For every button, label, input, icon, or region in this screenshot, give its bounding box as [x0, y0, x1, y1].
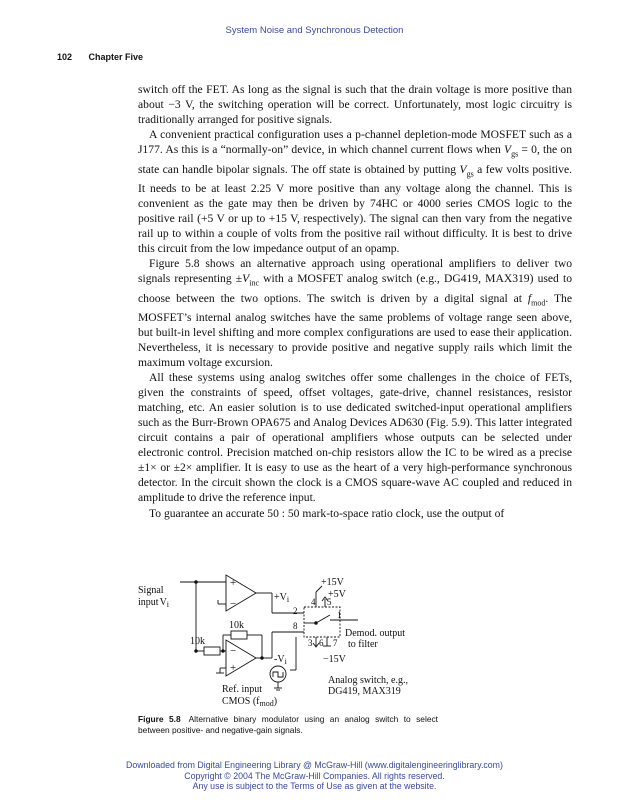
page-number: 102 [57, 52, 73, 62]
paragraph-1: switch off the FET. As long as the signal is such that the drain voltage is more positive than about −3 V, the switching operation will be correct. Unfortunately, most logic circuitry is traditionally arranged for positive signals. [138, 83, 572, 127]
label-r-input: 10k [190, 636, 205, 647]
label-minus-vi: $-V_i$ [274, 654, 287, 666]
circuit-diagram [138, 570, 438, 712]
label-ref-2: CMOS $(f_{mod})$ [222, 696, 278, 708]
caption-text: Alternative binary modulator using an analog switch to select between positive- and negative-gain signals. [138, 714, 438, 735]
label-signal: Signal [138, 585, 164, 596]
label-input: inputV$_i$ [138, 597, 170, 609]
label-ref-1: Ref. input [222, 684, 262, 695]
figure-caption [138, 714, 438, 736]
pin-3: 3 [308, 638, 313, 648]
pin-5: 5 [327, 597, 332, 607]
opamp-bottom-minus: − [230, 645, 237, 657]
paragraph-2: A convenient practical configuration uses a p-channel depletion-mode MOSFET such as a J177. As this is a “normally-on” device, in which channel current flows when $V_{gs} = 0$, the on state can handle bipolar signals. The off state is obtained by putting $V_{gs}$ a few volts positive. It needs to be at least 2.25 V more positive than any voltage along the channel. This is convenient as the gate may then be driven by 74HC or 4000 series CMOS logic to the positive rail (+5 V or up to +15 V, respectively). The signal can then vary from the negative rail up to within a couple of volts from the positive rail without difficulty. It is best to drive this circuit from the low impedance output of an opamp. [138, 128, 572, 256]
label-plus15: +15V [321, 577, 344, 588]
pin-2: 2 [293, 606, 298, 616]
opamp-bottom-plus: + [230, 662, 237, 674]
label-plus5: +5V [328, 589, 346, 600]
footer [0, 760, 629, 792]
label-switch-1: Analog switch, e.g., [328, 675, 408, 686]
label-plus-vi: $+V_i$ [274, 592, 290, 604]
figure-5-8 [138, 570, 438, 712]
pin-1: 1 [337, 610, 342, 620]
opamp-top-plus: + [230, 577, 237, 589]
running-head: System Noise and Synchronous Detection [225, 25, 404, 36]
label-demod-2: to filter [348, 639, 378, 650]
pin-7: 7 [333, 638, 338, 648]
label-switch-2: DG419, MAX319 [328, 686, 401, 697]
footer-line-1[interactable]: Downloaded from Digital Engineering Library @ McGraw-Hill (www.digitalengineeringlibrary.com) [126, 760, 503, 770]
label-demod-1: Demod. output [345, 628, 405, 639]
chapter-title: Chapter Five [88, 52, 144, 62]
page-header [57, 52, 143, 62]
pin-6: 6 [319, 638, 324, 648]
pin-4: 4 [311, 597, 316, 607]
opamp-top-minus: − [230, 598, 237, 610]
footer-line-3: Any use is subject to the Terms of Use as given at the website. [192, 781, 437, 791]
paragraph-3: Figure 5.8 shows an alternative approach using operational amplifiers to deliver two signals representing $\pm V_{inc}$ with a MOSFET analog switch (e.g., DG419, MAX319) used to choose between the two options. The switch is driven by a digital signal at $f_{mod}$. The MOSFET’s internal analog switches have the same problems of voltage range seen above, but built-in level shifting and more complex configurations are used to ease their application. Nevertheless, it is necessary to provide positive and negative supply rails which limit the maximum voltage excursion. [138, 257, 572, 370]
caption-label: Figure 5.8 [138, 714, 181, 724]
body-text [138, 82, 572, 521]
pin-8: 8 [293, 621, 298, 631]
label-r-feedback: 10k [229, 620, 244, 631]
paragraph-4: All these systems using analog switches offer some challenges in the choice of FETs, given the constraints of speed, offset voltages, gate-drive, channel resistances, resistor matching, etc. An easier solution is to use dedicated switched-input operational amplifiers such as the Burr-Brown OPA675 and Analog Devices AD630 (Fig. 5.9). This latter integrated circuit contains a pair of operational amplifiers whose outputs can be selected under electronic control. Precision matched on-chip resistors allow the IC to be wired as a precise ±1× or ±2× amplifier. It is easy to use as the heart of a very high-performance synchronous detector. In the circuit shown the clock is a CMOS square-wave AC coupled and reduced in amplitude to drive the reference input. [138, 371, 572, 505]
footer-line-2: Copyright © 2004 The McGraw-Hill Companies. All rights reserved. [184, 770, 445, 781]
paragraph-5: To guarantee an accurate 50 : 50 mark-to-space ratio clock, use the output of [149, 506, 505, 520]
label-minus15: −15V [323, 654, 346, 665]
